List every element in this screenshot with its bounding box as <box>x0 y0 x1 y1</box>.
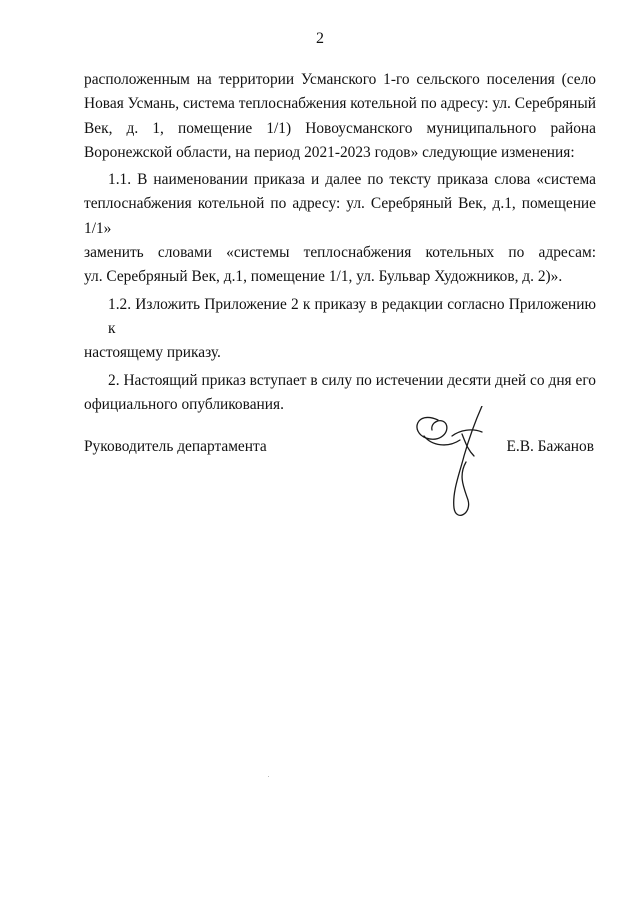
handwritten-signature <box>408 406 500 524</box>
body-line-3: Век, д. 1, помещение 1/1) Новоусманского муниципального района <box>84 119 596 137</box>
clause-2-line-1: 2. Настоящий приказ вступает в силу по истечении десяти дней со дня его <box>108 371 596 389</box>
body-line-1: расположенным на территории Усманского 1-го сельского поселения (село <box>84 71 596 88</box>
signer-name: Е.В. Бажанов <box>506 438 594 455</box>
clause-1-2-line-1: 1.2. Изложить Приложение 2 к приказу в редакции согласно Приложению к <box>108 295 596 337</box>
signature-block <box>84 438 596 528</box>
page-number: 2 <box>316 30 324 47</box>
clause-1-1-line-3: заменить словами «системы теплоснабжения котельных по адресам: <box>84 244 596 262</box>
clause-1-2-line-2: настоящему приказу. <box>84 344 221 362</box>
document-body <box>84 68 596 417</box>
signatory-position: Руководитель департамента <box>84 438 267 455</box>
clause-1-1-line-4: ул. Серебряный Век, д.1, помещение 1/1, ул. Бульвар Художников, д. 2)». <box>84 268 563 286</box>
body-line-2: Новая Усмань, система теплоснабжения котельной по адресу: ул. Серебряный <box>84 95 596 113</box>
scan-speck <box>268 776 269 777</box>
clause-1-1-line-1: 1.1. В наименовании приказа и далее по тексту приказа слова «система <box>108 171 596 189</box>
clause-2-line-2: официального опубликования. <box>84 395 284 413</box>
clause-1-1-line-2: теплоснабжения котельной по адресу: ул. Серебряный Век, д.1, помещение 1/1» <box>84 195 596 237</box>
body-line-4: Воронежской области, на период 2021-2023 годов» следующие изменения: <box>84 143 575 161</box>
